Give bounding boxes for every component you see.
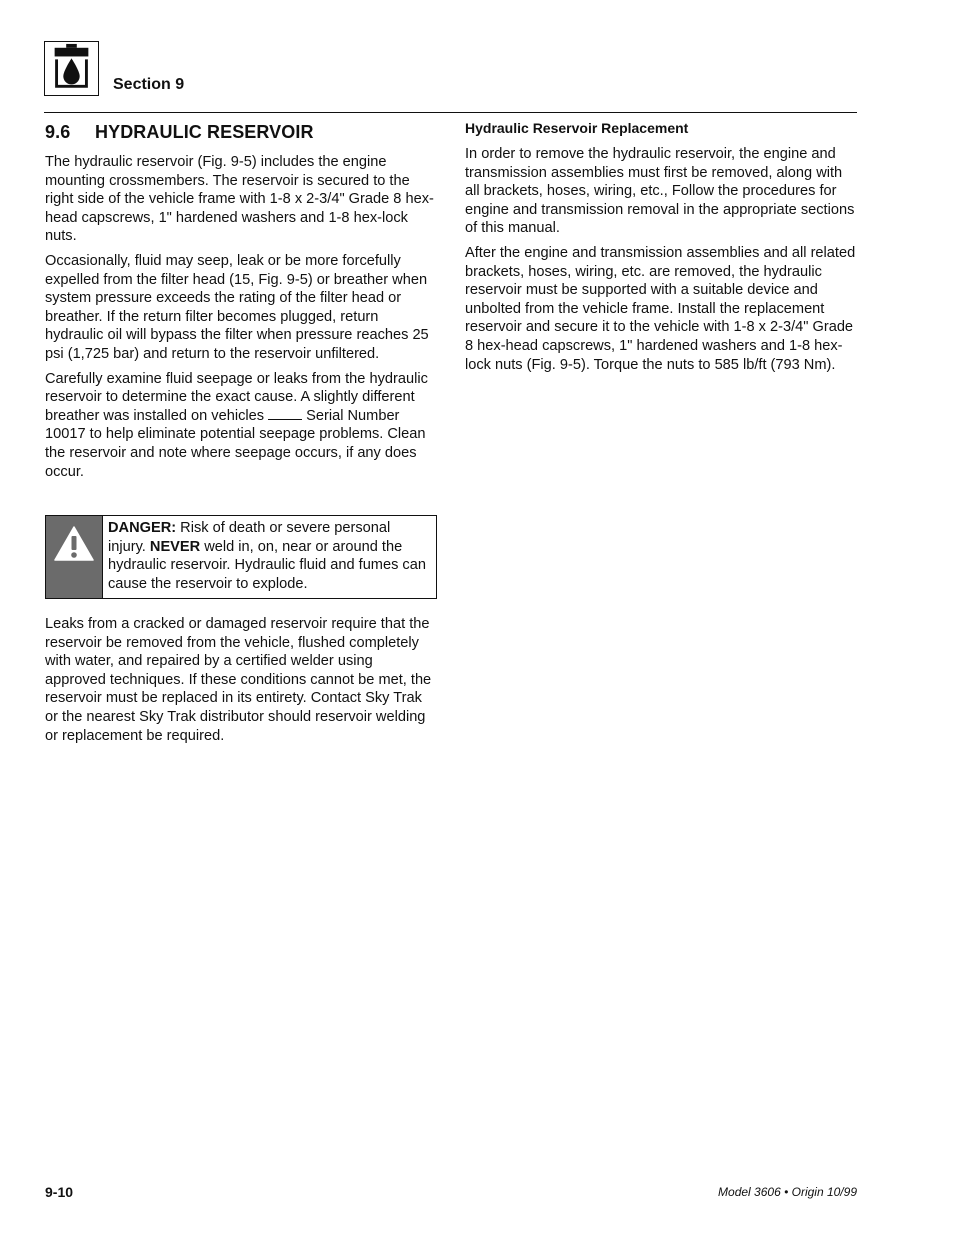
left-column [45, 120, 437, 751]
danger-text [103, 516, 436, 598]
paragraph-replacement-procedure: After the engine and transmission assemblies and all related brackets, hoses, wiring, etc. are removed, the hydraulic reservoir must be supported with a suitable device and unbolted from the vehicle frame. Install the replacement reservoir and secure it to the vehicle with 1-8 x 2-3/4" Grade 8 hex-head capscrews, 1" hardened washers and 1-8 hex-lock nuts (Fig. 9-5). Torque the nuts to 585 lb/ft (793 Nm). [465, 244, 856, 373]
paragraph-seepage-cause: Occasionally, fluid may seep, leak or be more forcefully expelled from the filter head (15, Fig. 9-5) or breather when system pressure exceeds the rating of the filter head or breather. If the return filter becomes plugged, return hydraulic oil will bypass the filter when pressure reaches 25 psi (1,725 bar) and return to the reservoir unfiltered. [45, 252, 429, 362]
paragraph-reservoir-description: The hydraulic reservoir (Fig. 9-5) includes the engine mounting crossmembers. The reservoir is secured to the right side of the vehicle frame with 1-8 x 2-3/4" Grade 8 hex-head capscrews, 1" hardened washers and 1-8 hex-lock nuts. [45, 154, 434, 245]
danger-icon-panel [46, 516, 103, 598]
section-label: Section 9 [113, 76, 185, 93]
warning-triangle-icon [54, 526, 94, 562]
page-number: 9-10 [45, 1184, 74, 1200]
danger-notice [45, 515, 437, 599]
paragraph-examine-seepage-part2: Serial Number 10017 to help eliminate potential seepage problems. Clean the reservoir and note where seepage occurs, if any does occur. [45, 407, 426, 480]
paragraph-examine-seepage [45, 370, 437, 482]
right-column [465, 120, 857, 380]
paragraph-cracked-reservoir: Leaks from a cracked or damaged reservoir require that the reservoir be removed from the vehicle, flushed completely with water, and repaired by a certified welder using approved techniques. If these conditions cannot be met, the reservoir must be replaced in its entirety. Contact Sky Trak or the nearest Sky Trak distributor should reservoir welding or replacement be required. [45, 616, 432, 744]
danger-emphasis: NEVER [149, 538, 201, 555]
danger-text-part1: Risk of death or severe personal injury. [108, 520, 391, 555]
blank-underline [268, 407, 302, 420]
paragraph-examine-seepage-part1: Carefully examine fluid seepage or leaks from the hydraulic reservoir to determine the exact cause. A slightly different breather was installed on vehicles [45, 370, 428, 424]
subsection-heading: Hydraulic Reservoir Replacement [465, 120, 689, 136]
section-title: HYDRAULIC RESERVOIR [95, 122, 314, 142]
section-heading [45, 120, 437, 143]
hydraulic-fluid-icon [44, 41, 99, 96]
section-number: 9.6 [45, 122, 71, 142]
header-divider [44, 112, 857, 113]
danger-text-part2: weld in, on, near or around the hydraulic reservoir. Hydraulic fluid and fumes can cause the reservoir to explode. [108, 538, 426, 592]
model-origin: Model 3606 • Origin 10/99 [718, 1185, 857, 1199]
paragraph-removal-prerequisite: In order to remove the hydraulic reservoir, the engine and transmission assemblies must first be removed, along with all brackets, hoses, wiring, etc., Follow the procedures for engine and transmission removal in the appropriate sections of this manual. [465, 146, 855, 237]
danger-label: DANGER: [108, 520, 177, 537]
